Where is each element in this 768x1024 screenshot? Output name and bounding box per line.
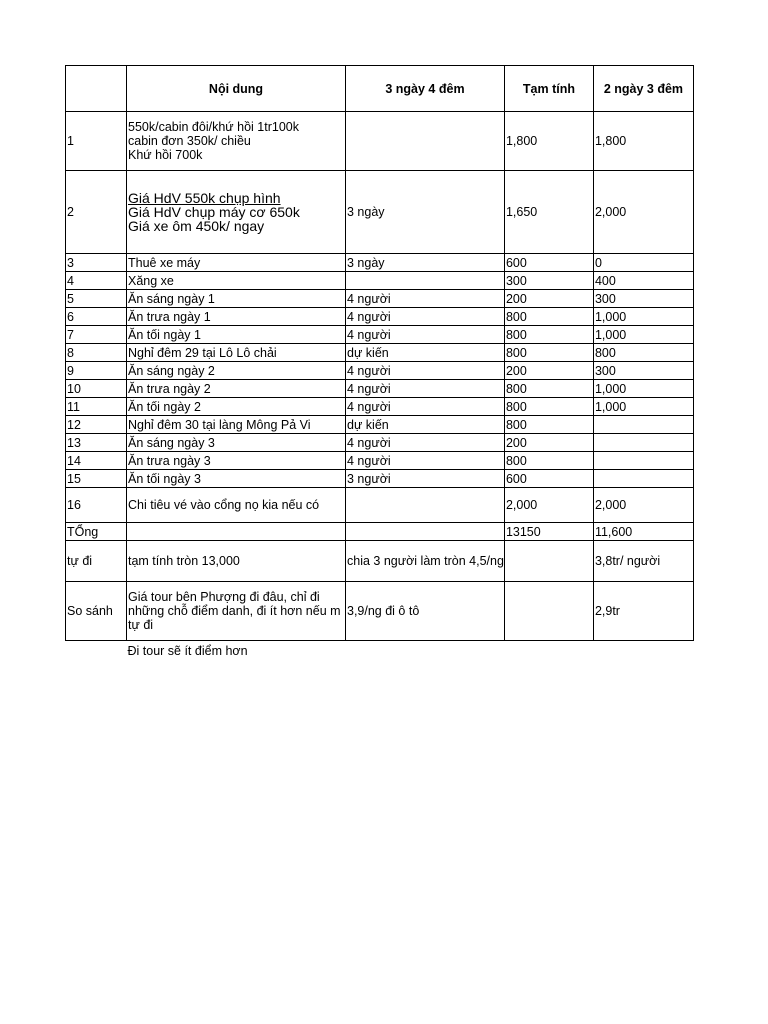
cell-2days[interactable]: 1,000: [593, 308, 693, 326]
header-cell-3days[interactable]: 3 ngày 4 đêm: [346, 66, 505, 112]
cell-content[interactable]: Ăn sáng ngày 3: [127, 434, 346, 452]
table-row: [66, 171, 694, 254]
cell-3days[interactable]: 4 người: [346, 362, 505, 380]
cell-estimate[interactable]: 800: [504, 308, 593, 326]
cell-content[interactable]: [127, 523, 346, 541]
cell-estimate[interactable]: [504, 582, 593, 641]
cell-estimate[interactable]: 800: [504, 398, 593, 416]
cell-line: Giá HdV 550k chụp hình: [128, 190, 281, 206]
cell-content[interactable]: Nghỉ đêm 30 tại làng Mông Pả Vi: [127, 416, 346, 434]
cell-3days[interactable]: 4 người: [346, 398, 505, 416]
cell-no[interactable]: 12: [66, 416, 127, 434]
cell-3days[interactable]: [346, 112, 505, 171]
cell-estimate[interactable]: 200: [504, 362, 593, 380]
cell-3days[interactable]: chia 3 người làm tròn 4,5/ng: [346, 541, 505, 582]
cell-content[interactable]: Nghỉ đêm 29 tại Lô Lô chải: [127, 344, 346, 362]
table-row: [66, 398, 694, 416]
table-row: [66, 290, 694, 308]
cell-2days[interactable]: 3,8tr/ người: [593, 541, 693, 582]
table-row: [66, 380, 694, 398]
cell-estimate[interactable]: 300: [504, 272, 593, 290]
cell-content[interactable]: Ăn trưa ngày 1: [127, 308, 346, 326]
cell-no[interactable]: TỔng: [66, 523, 127, 541]
cell-content[interactable]: tạm tính tròn 13,000: [127, 541, 346, 582]
cell-content[interactable]: Ăn tối ngày 3: [127, 470, 346, 488]
cell-no[interactable]: 15: [66, 470, 127, 488]
table-row: [66, 272, 694, 290]
cell-content[interactable]: Ăn sáng ngày 1: [127, 290, 346, 308]
cell-no[interactable]: 13: [66, 434, 127, 452]
cell-content[interactable]: Ăn tối ngày 1: [127, 326, 346, 344]
cell-no[interactable]: 16: [66, 488, 127, 523]
table-row: [66, 416, 694, 434]
cell-3days[interactable]: 3 ngày: [346, 171, 505, 254]
cell-no[interactable]: 1: [66, 112, 127, 171]
cell-no[interactable]: tự đi: [66, 541, 127, 582]
cell-2days[interactable]: 300: [593, 362, 693, 380]
cell-estimate[interactable]: 800: [504, 416, 593, 434]
cell-3days[interactable]: [346, 523, 505, 541]
cell-line: Khứ hồi 700k: [128, 148, 203, 162]
cell-no[interactable]: 11: [66, 398, 127, 416]
cell-no[interactable]: 6: [66, 308, 127, 326]
cell-estimate[interactable]: 200: [504, 434, 593, 452]
cell-no[interactable]: 14: [66, 452, 127, 470]
table-row: [66, 582, 694, 641]
cell-no[interactable]: 10: [66, 380, 127, 398]
header-row: [66, 66, 694, 112]
cell-2days[interactable]: 0: [593, 254, 693, 272]
cell-no[interactable]: 9: [66, 362, 127, 380]
spreadsheet-table: [65, 65, 694, 661]
cell-no[interactable]: 8: [66, 344, 127, 362]
cell-3days[interactable]: 3 người: [346, 470, 505, 488]
cell-estimate[interactable]: 600: [504, 254, 593, 272]
cell-line: cabin đơn 350k/ chiều: [128, 134, 251, 148]
cell-2days[interactable]: 1,000: [593, 398, 693, 416]
cell-estimate[interactable]: 1,650: [504, 171, 593, 254]
cell-3days[interactable]: 3 ngày: [346, 254, 505, 272]
cell-content[interactable]: Ăn tối ngày 2: [127, 398, 346, 416]
cell-no[interactable]: 2: [66, 171, 127, 254]
cell-content[interactable]: Chi tiêu vé vào cổng nọ kia nếu có: [127, 488, 346, 523]
cell-2days[interactable]: 2,000: [593, 488, 693, 523]
cell-3days[interactable]: 4 người: [346, 380, 505, 398]
cell-3days[interactable]: dự kiến: [346, 344, 505, 362]
cell-3days[interactable]: 4 người: [346, 452, 505, 470]
table-row: [66, 344, 694, 362]
table-row: [66, 254, 694, 272]
cell-content[interactable]: Thuê xe máy: [127, 254, 346, 272]
cell-content[interactable]: Giá tour bên Phượng đi đâu, chỉ đi những chỗ điểm danh, đi ít hơn nếu m tự đi: [127, 582, 346, 641]
cell-estimate[interactable]: 600: [504, 470, 593, 488]
table-row: [66, 434, 694, 452]
cell-2days[interactable]: 1,800: [593, 112, 693, 171]
cell-estimate[interactable]: 200: [504, 290, 593, 308]
note-empty-cell[interactable]: [593, 641, 693, 661]
cell-estimate[interactable]: 13150: [504, 523, 593, 541]
cell-estimate[interactable]: 800: [504, 344, 593, 362]
cell-line: Giá HdV chụp máy cơ 650k: [128, 204, 300, 220]
table-row: [66, 470, 694, 488]
cell-content[interactable]: Ăn sáng ngày 2: [127, 362, 346, 380]
table-row: [66, 112, 694, 171]
cell-2days[interactable]: 800: [593, 344, 693, 362]
cell-estimate[interactable]: [504, 541, 593, 582]
cell-estimate[interactable]: 2,000: [504, 488, 593, 523]
cell-3days[interactable]: 4 người: [346, 326, 505, 344]
cell-2days[interactable]: 1,000: [593, 326, 693, 344]
cell-2days[interactable]: 300: [593, 290, 693, 308]
cell-no[interactable]: 5: [66, 290, 127, 308]
table-row: [66, 488, 694, 523]
cell-3days[interactable]: [346, 488, 505, 523]
table-row: [66, 541, 694, 582]
cell-2days[interactable]: [593, 452, 693, 470]
table-row: [66, 452, 694, 470]
cell-no[interactable]: 7: [66, 326, 127, 344]
note-row: [66, 641, 694, 661]
cell-estimate[interactable]: 800: [504, 380, 593, 398]
cell-line: 550k/cabin đôi/khứ hồi 1tr100k: [128, 120, 299, 134]
note-empty-cell[interactable]: [66, 641, 127, 661]
cell-2days[interactable]: 400: [593, 272, 693, 290]
cell-no[interactable]: 4: [66, 272, 127, 290]
cell-2days[interactable]: [593, 416, 693, 434]
cell-estimate[interactable]: 1,800: [504, 112, 593, 171]
header-cell-content[interactable]: Nội dung: [127, 66, 346, 112]
cell-no[interactable]: So sánh: [66, 582, 127, 641]
cell-content[interactable]: Xăng xe: [127, 272, 346, 290]
cell-line: Giá xe ôm 450k/ ngay: [128, 218, 265, 234]
total-row: [66, 523, 694, 541]
cell-3days[interactable]: [346, 272, 505, 290]
cell-no[interactable]: 3: [66, 254, 127, 272]
table-row: [66, 308, 694, 326]
cell-content[interactable]: [127, 112, 346, 171]
cell-content[interactable]: Ăn trưa ngày 2: [127, 380, 346, 398]
cell-2days[interactable]: [593, 470, 693, 488]
cell-2days[interactable]: [593, 434, 693, 452]
cell-3days[interactable]: 4 người: [346, 434, 505, 452]
header-cell-no[interactable]: [66, 66, 127, 112]
cell-3days[interactable]: dự kiến: [346, 416, 505, 434]
cell-2days[interactable]: 2,000: [593, 171, 693, 254]
table-row: [66, 362, 694, 380]
cell-2days[interactable]: 2,9tr: [593, 582, 693, 641]
cell-2days[interactable]: 11,600: [593, 523, 693, 541]
note-empty-cell[interactable]: [504, 641, 593, 661]
table-row: [66, 326, 694, 344]
header-cell-2days[interactable]: 2 ngày 3 đêm: [593, 66, 693, 112]
cell-content[interactable]: Ăn trưa ngày 3: [127, 452, 346, 470]
cell-estimate[interactable]: 800: [504, 326, 593, 344]
cell-3days[interactable]: 3,9/ng đi ô tô: [346, 582, 505, 641]
note-cell[interactable]: Đi tour sẽ ít điểm hơn: [127, 643, 248, 658]
cell-estimate[interactable]: 800: [504, 452, 593, 470]
cell-3days[interactable]: 4 người: [346, 308, 505, 326]
cell-content[interactable]: [127, 171, 346, 254]
cell-3days[interactable]: 4 người: [346, 290, 505, 308]
header-cell-estimate[interactable]: Tạm tính: [504, 66, 593, 112]
cell-2days[interactable]: 1,000: [593, 380, 693, 398]
